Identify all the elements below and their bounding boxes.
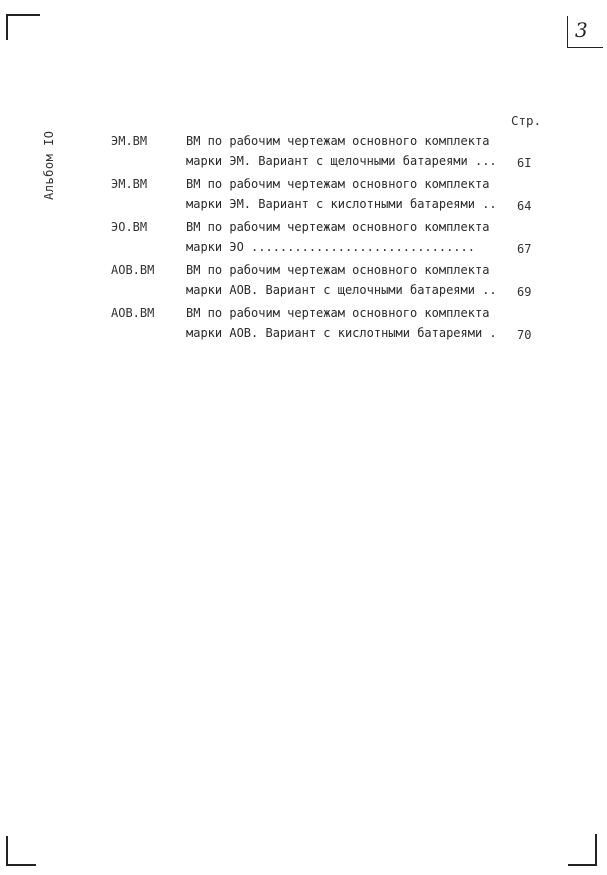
- entry-description-line-2: марки АОВ. Вариант с кислотными батареями .: [186, 326, 497, 340]
- corner-mark-bottom-left: [6, 836, 36, 866]
- entry-description-line-2: марки ЭМ. Вариант с кислотными батареями ..: [186, 197, 497, 211]
- entry-description-line-2: марки АОВ. Вариант с щелочными батареями ..: [186, 283, 497, 297]
- entry-description-line-1: ВМ по рабочим чертежам основного комплекта: [186, 263, 490, 277]
- toc-entry: [0, 220, 607, 260]
- entry-page-number: 6I: [517, 156, 532, 170]
- corner-mark-top-left: [6, 14, 40, 40]
- entry-page-number: 69: [517, 285, 532, 299]
- entry-page-number: 70: [517, 328, 532, 342]
- toc-entry: [0, 306, 607, 346]
- entry-description-line-1: ВМ по рабочим чертежам основного комплекта: [186, 134, 490, 148]
- entry-description-line-2: марки ЭМ. Вариант с щелочными батареями ...: [186, 154, 497, 168]
- toc-entry: [0, 134, 607, 174]
- entry-code: ЭМ.ВМ: [111, 177, 148, 191]
- entry-code: ЭМ.ВМ: [111, 134, 148, 148]
- album-label: Альбом IO: [42, 130, 56, 200]
- entry-code: АОВ.ВМ: [111, 306, 155, 320]
- entry-page-number: 64: [517, 199, 532, 213]
- toc-entry: [0, 263, 607, 303]
- entry-description-line-2: марки ЭО ...............................: [186, 240, 475, 254]
- entry-code: АОВ.ВМ: [111, 263, 155, 277]
- page-column-header: Стр.: [511, 113, 542, 128]
- toc-entry: [0, 177, 607, 217]
- entry-description-line-1: ВМ по рабочим чертежам основного комплекта: [186, 220, 490, 234]
- entry-code: ЭО.ВМ: [111, 220, 148, 234]
- entry-description-line-1: ВМ по рабочим чертежам основного комплекта: [186, 177, 490, 191]
- corner-mark-bottom-right: [568, 834, 597, 866]
- page-number: 3: [575, 18, 588, 42]
- entry-page-number: 67: [517, 242, 532, 256]
- entry-description-line-1: ВМ по рабочим чертежам основного комплекта: [186, 306, 490, 320]
